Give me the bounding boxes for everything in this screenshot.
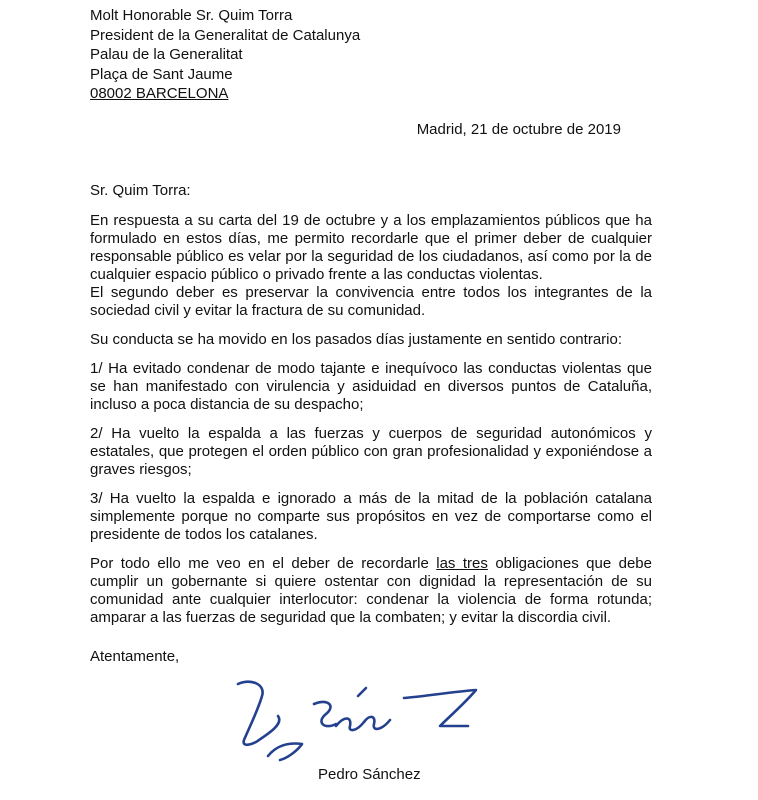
body-paragraph: Su conducta se ha movido en los pasados días justamente en sentido contrario: — [90, 331, 622, 348]
letter-date: Madrid, 21 de octubre de 2019 — [416, 121, 621, 138]
recipient-line: Molt Honorable Sr. Quim Torra — [90, 7, 293, 24]
body-paragraph: El segundo deber es preservar la convivencia entre todos los integrantes de la sociedad civil y evitar la fractura de su comunidad. — [90, 284, 652, 319]
salutation: Sr. Quim Torra: — [90, 182, 191, 199]
recipient-line: President de la Generalitat de Catalunya — [90, 26, 361, 44]
letter-body — [90, 212, 652, 627]
recipient-address — [90, 6, 360, 104]
text-run: Por todo ello me veo en el deber de recordarle — [90, 555, 437, 572]
underlined-text: las tres — [436, 555, 488, 572]
signer-name: Pedro Sánchez — [318, 766, 421, 783]
recipient-line: Palau de la Generalitat — [90, 46, 243, 63]
text-run: obligaciones que debe cumplir un gobernante si quiere ostentar con dignidad la representación de su comunidad ante cualquier interlocutor: condenar la violencia de forma rotunda; amparar a las fuerzas de seguridad que la combaten; y evitar la discordia civil. — [90, 555, 652, 626]
body-paragraph: 1/ Ha evitado condenar de modo tajante e inequívoco las conductas violentas que se han manifestado con virulencia y asiduidad en diversos puntos de Cataluña, incluso a poca distancia de su despacho; — [90, 360, 652, 413]
handwritten-signature — [228, 676, 498, 766]
body-paragraph: 3/ Ha vuelto la espalda e ignorado a más de la mitad de la población catalana simplemente porque no comparte sus propósitos en vez de comportarse como el presidente de todos los catalanes. — [90, 490, 652, 543]
body-paragraph: En respuesta a su carta del 19 de octubre y a los emplazamientos públicos que ha formulado en estos días, me permito recordarle que el primer deber de cualquier responsable público es velar por la seguridad de los ciudadanos, así como por la de cualquier espacio público o privado frente a las conductas violentas. — [90, 212, 652, 283]
recipient-line: Plaça de Sant Jaume — [90, 65, 233, 83]
recipient-postal-line: 08002 BARCELONA — [90, 85, 229, 102]
body-paragraph: 2/ Ha vuelto la espalda a las fuerzas y cuerpos de seguridad autonómicos y estatales, que protegen el orden público con gran profesionalidad y exponiéndose a graves riesgos; — [90, 425, 652, 478]
body-paragraph-final — [90, 555, 652, 627]
closing: Atentamente, — [90, 648, 180, 665]
